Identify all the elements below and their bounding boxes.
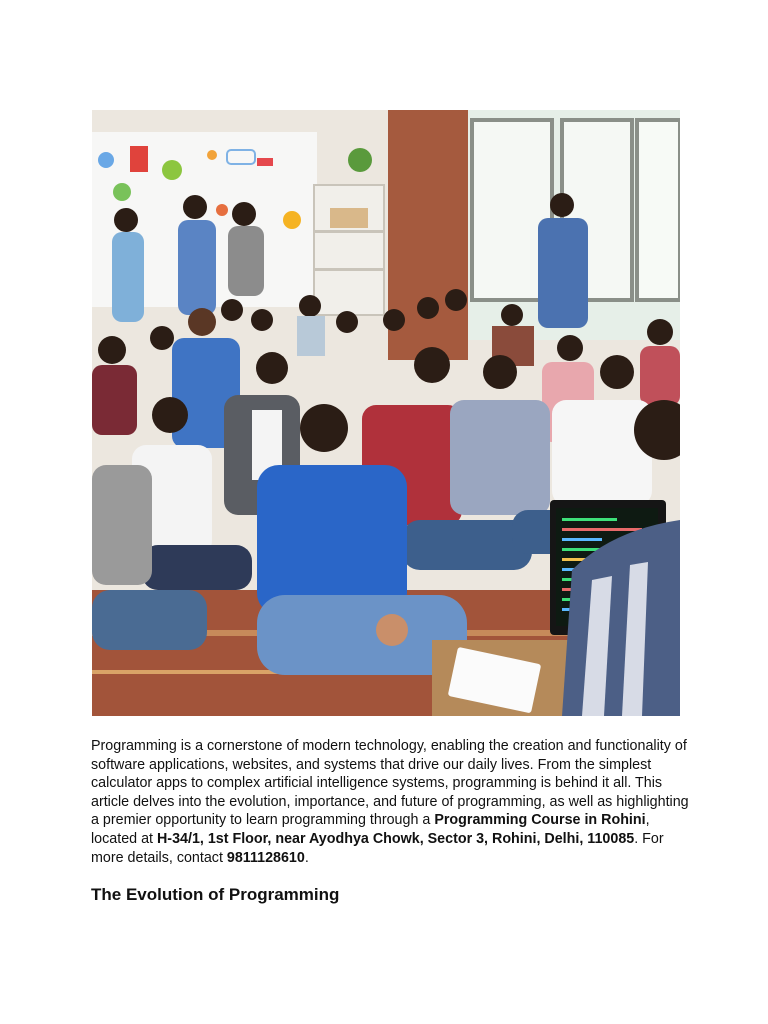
intro-text-3: . For more details, contact — [91, 830, 664, 866]
address: H-34/1, 1st Floor, near Ayodhya Chowk, Sector 3, Rohini, Delhi, 110085 — [156, 830, 635, 847]
intro-text-4: . — [304, 849, 309, 866]
course-name: Programming Course in Rohini — [434, 812, 646, 829]
phone-number: 9811128610 — [226, 849, 305, 866]
section-heading: The Evolution of Programming — [91, 885, 340, 904]
intro-text-1: Programming is a cornerstone of modern technology, enabling the creation and functionality of software applications, websites, and systems that drive our daily lives. From the simplest calculator apps to complex artificial intelligence systems, programming is behind it all. This article delves into the evolution, importance, and future of programming, as well as highlighting a premier opportunity to learn programming through a — [91, 738, 689, 829]
intro-text-2: , located at — [91, 812, 650, 847]
intro-paragraph — [91, 737, 691, 867]
classroom-photo — [92, 110, 680, 716]
